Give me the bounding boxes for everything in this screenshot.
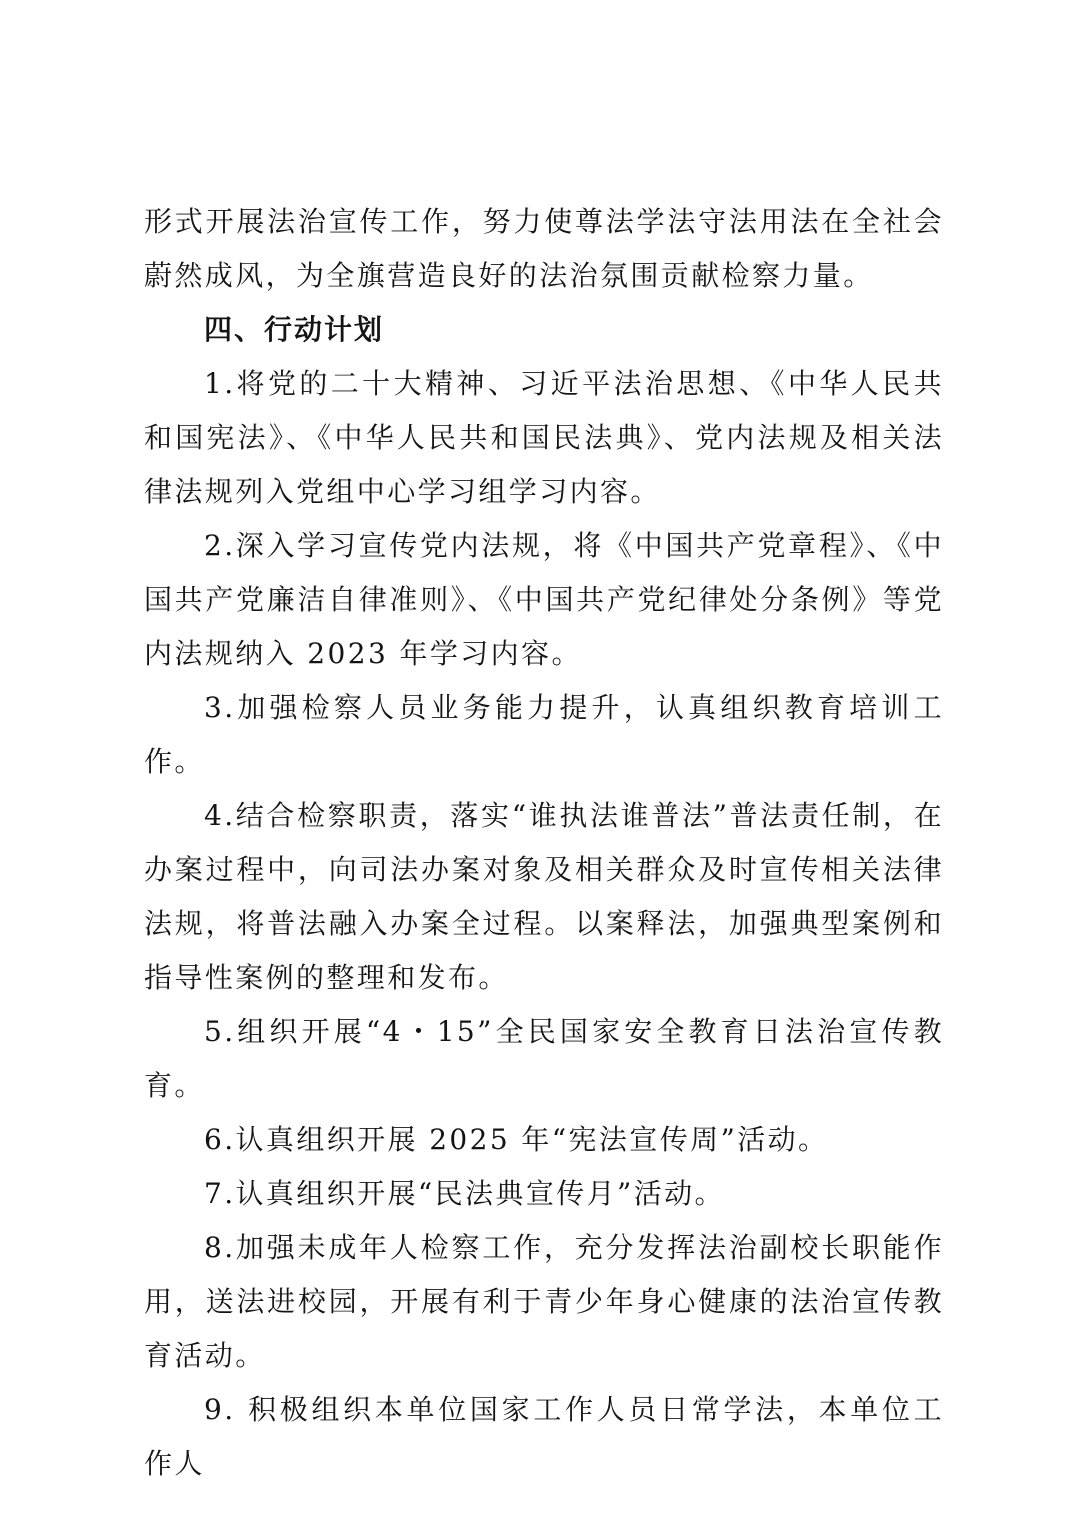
action-item-9: 9. 积极组织本单位国家工作人员日常学法，本单位工作人: [144, 1393, 944, 1480]
action-item-7: 7.认真组织开展“民法典宣传月”活动。: [204, 1177, 725, 1210]
document-body: [144, 195, 944, 1491]
intro-paragraph: 形式开展法治宣传工作，努力使尊法学法守法用法在全社会蔚然成风，为全旗营造良好的法治氛围贡献检察力量。: [144, 205, 944, 292]
action-item-3: 3.加强检察人员业务能力提升，认真组织教育培训工作。: [144, 691, 944, 778]
section-heading: 四、行动计划: [204, 313, 385, 346]
action-item-6: 6.认真组织开展 2025 年“宪法宣传周”活动。: [204, 1123, 829, 1156]
action-item-5: 5.组织开展“4・15”全民国家安全教育日法治宣传教育。: [144, 1015, 944, 1102]
action-item-2: 2.深入学习宣传党内法规，将《中国共产党章程》、《中国共产党廉洁自律准则》、《中国共产党纪律处分条例》等党内法规纳入 2023 年学习内容。: [144, 529, 944, 670]
action-item-1: 1.将党的二十大精神、习近平法治思想、《中华人民共和国宪法》、《中华人民共和国民法典》、党内法规及相关法律法规列入党组中心学习组学习内容。: [144, 367, 944, 508]
action-item-8: 8.加强未成年人检察工作，充分发挥法治副校长职能作用，送法进校园，开展有利于青少年身心健康的法治宣传教育活动。: [144, 1231, 944, 1372]
action-item-4: 4.结合检察职责，落实“谁执法谁普法”普法责任制，在办案过程中，向司法办案对象及相关群众及时宣传相关法律法规，将普法融入办案全过程。以案释法，加强典型案例和指导性案例的整理和发布。: [144, 799, 944, 994]
